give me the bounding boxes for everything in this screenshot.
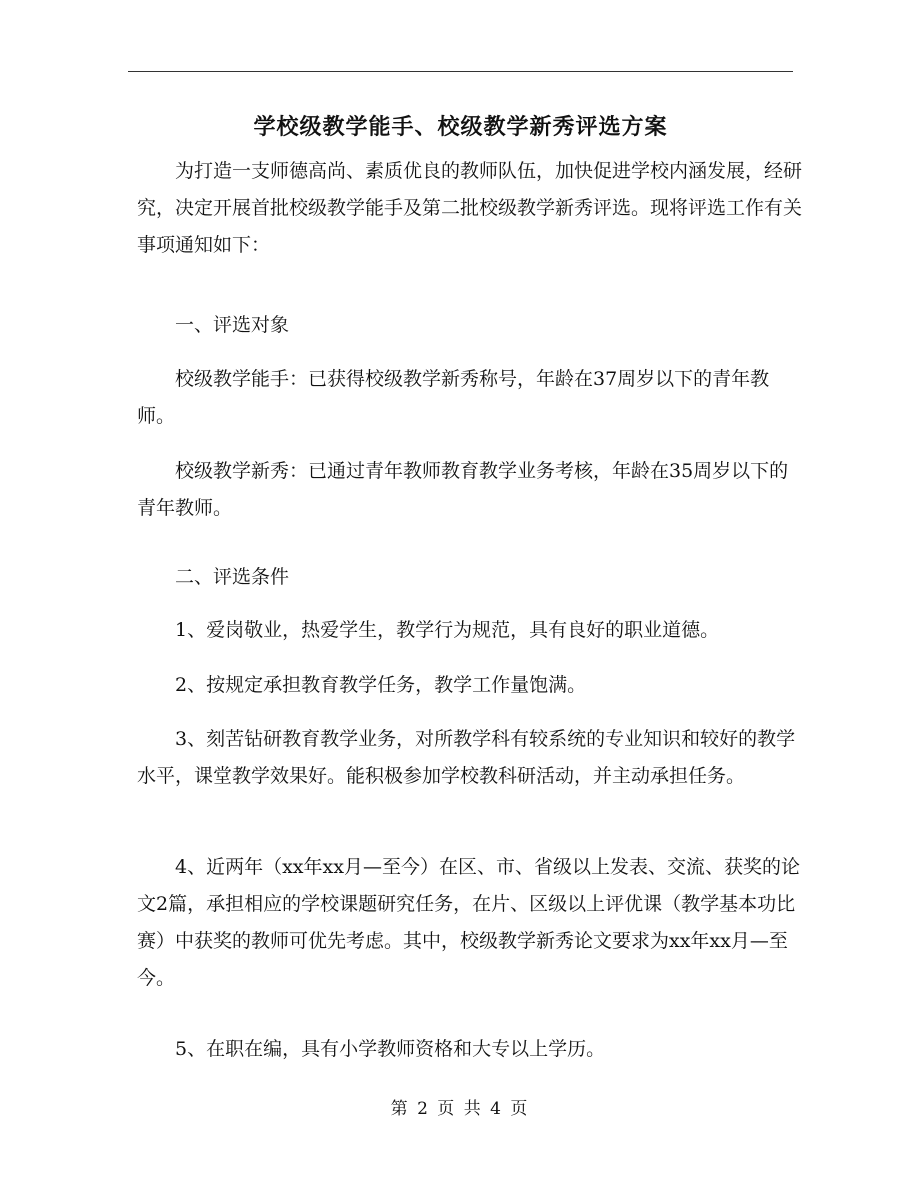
page-number-footer: 第 2 页 共 4 页	[390, 1099, 530, 1119]
paragraph-teaching-expert: 校级教学能手：已获得校级教学新秀称号，年龄在37周岁以下的青年教师。	[137, 368, 770, 427]
document-title: 学校级教学能手、校级教学新秀评选方案	[253, 115, 668, 140]
paragraph-teaching-newcomer: 校级教学新秀：已通过青年教师教育教学业务考核，年龄在35周岁以下的青年教师。	[137, 460, 789, 519]
intro-paragraph: 为打造一支师德高尚、素质优良的教师队伍，加快促进学校内涵发展，经研究，决定开展首批校级教学能手及第二批校级教学新秀评选。现将评选工作有关事项通知如下：	[137, 160, 803, 256]
header-rule	[128, 71, 793, 72]
section-heading-targets: 一、评选对象	[175, 314, 290, 336]
section-heading-conditions: 二、评选条件	[175, 566, 290, 588]
condition-item-3: 3、刻苦钻研教育教学业务，对所教学科有较系统的专业知识和较好的教学水平，课堂教学效果好。能积极参加学校教科研活动，并主动承担任务。	[137, 728, 796, 787]
condition-item-1: 1、爱岗敬业，热爱学生，教学行为规范，具有良好的职业道德。	[175, 619, 720, 641]
condition-item-5: 5、在职在编，具有小学教师资格和大专以上学历。	[175, 1038, 606, 1060]
condition-item-2: 2、按规定承担教育教学任务，教学工作量饱满。	[175, 674, 587, 696]
condition-item-4: 4、近两年（xx年xx月—至今）在区、市、省级以上发表、交流、获奖的论文2篇，承担相应的学校课题研究任务，在片、区级以上评优课（教学基本功比赛）中获奖的教师可优先考虑。其中，校级教学新秀论文要求为xx年xx月—至今。	[137, 856, 800, 989]
